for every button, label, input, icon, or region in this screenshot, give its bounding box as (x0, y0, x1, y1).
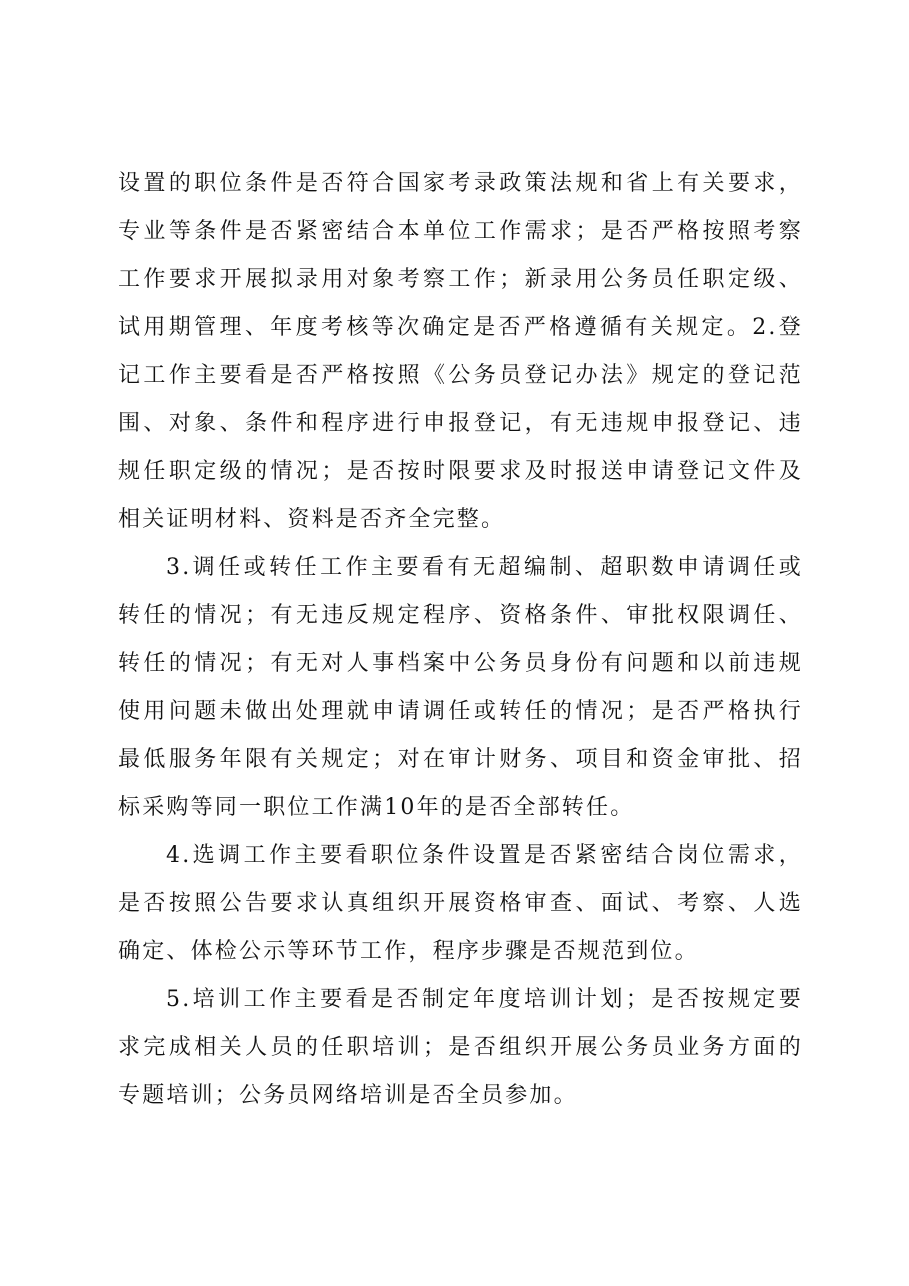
text-line: 求完成相关人员的任职培训；是否组织开展公务员业务方面的 (118, 1035, 803, 1060)
text-line: 设置的职位条件是否符合国家考录政策法规和省上有关要求， (118, 171, 803, 196)
text-line: 4.选调工作主要看职位条件设置是否紧密结合岗位需求， (166, 843, 803, 868)
document-body (118, 160, 803, 1120)
text-line: 相关证明材料、资料是否齐全完整。 (118, 507, 506, 532)
text-line: 是否按照公告要求认真组织开展资格审查、面试、考察、人选 (118, 891, 803, 916)
paragraph-1 (118, 160, 803, 544)
text-line: 使用问题未做出处理就申请调任或转任的情况；是否严格执行 (118, 699, 803, 724)
text-line: 5.培训工作主要看是否制定年度培训计划；是否按规定要 (166, 987, 803, 1012)
text-line: 专题培训；公务员网络培训是否全员参加。 (118, 1083, 578, 1108)
text-line: 转任的情况；有无对人事档案中公务员身份有问题和以前违规 (118, 651, 803, 676)
text-line: 规任职定级的情况；是否按时限要求及时报送申请登记文件及 (118, 459, 803, 484)
text-line: 围、对象、条件和程序进行申报登记，有无违规申报登记、违 (118, 411, 803, 436)
text-line: 转任的情况；有无违反规定程序、资格条件、审批权限调任、 (118, 603, 803, 628)
text-line: 最低服务年限有关规定；对在审计财务、项目和资金审批、招 (118, 747, 803, 772)
paragraph-3 (118, 832, 803, 976)
text-line: 确定、体检公示等环节工作，程序步骤是否规范到位。 (118, 939, 699, 964)
text-line: 3.调任或转任工作主要看有无超编制、超职数申请调任或 (166, 555, 803, 580)
paragraph-4 (118, 976, 803, 1120)
text-line: 工作要求开展拟录用对象考察工作；新录用公务员任职定级、 (118, 267, 803, 292)
paragraph-2 (118, 544, 803, 832)
text-line: 专业等条件是否紧密结合本单位工作需求；是否严格按照考察 (118, 219, 803, 244)
text-line: 标采购等同一职位工作满10年的是否全部转任。 (118, 795, 635, 820)
text-line: 试用期管理、年度考核等次确定是否严格遵循有关规定。2.登 (118, 315, 803, 340)
text-line: 记工作主要看是否严格按照《公务员登记办法》规定的登记范 (118, 363, 803, 388)
